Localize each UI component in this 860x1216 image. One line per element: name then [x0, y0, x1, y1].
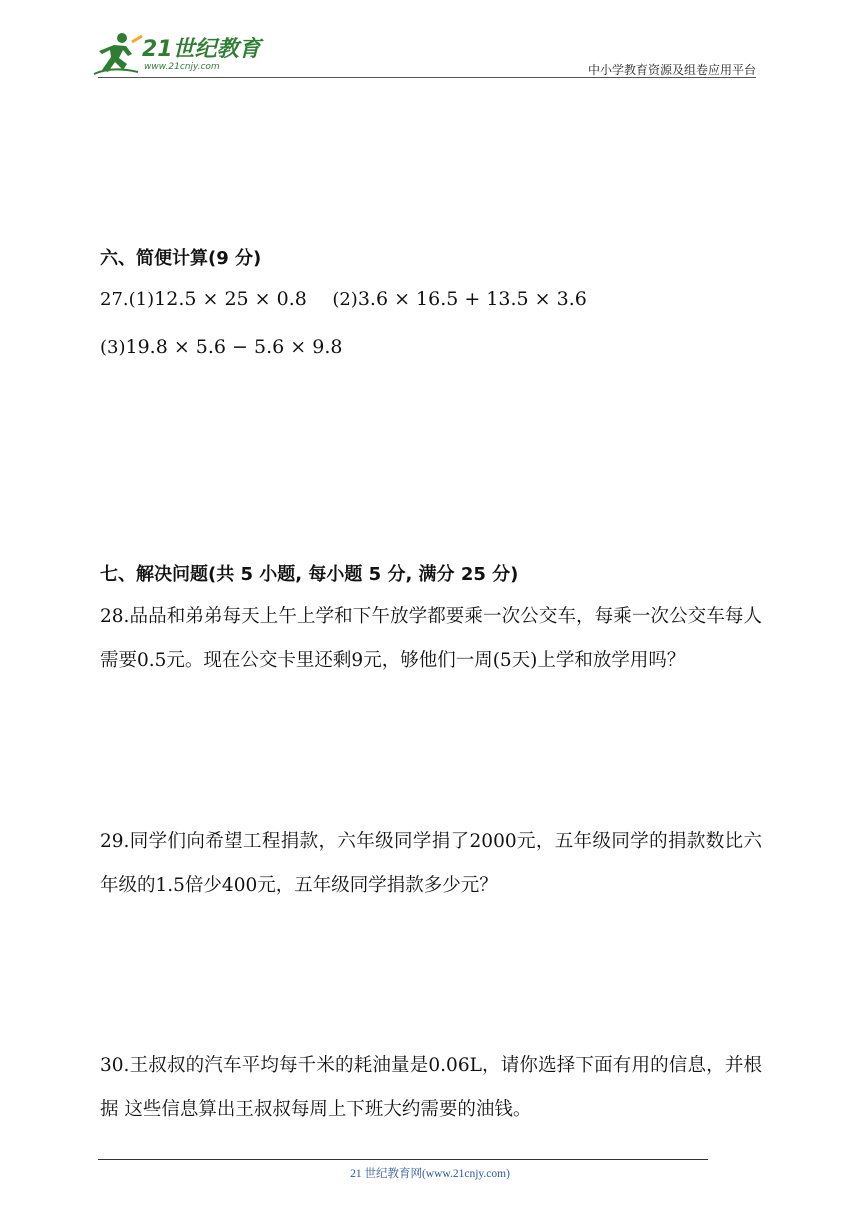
- question-28: 28.品品和弟弟每天上午上学和下午放学都要乘一次公交车，每乘一次公交车每人需要0.5元。现在公交卡里还剩9元，够他们一周(5天)上学和放学用吗？: [100, 606, 762, 671]
- question-29: 29.同学们向希望工程捐款，六年级同学捐了2000元，五年级同学的捐款数比六年级的1.5倍少400元，五年级同学捐款多少元？: [100, 831, 762, 896]
- platform-name: 中小学教育资源及组卷应用平台: [587, 63, 756, 77]
- q27-part3-label: (3): [100, 337, 126, 358]
- question-27-line-1: [100, 288, 587, 310]
- question-30: 30.王叔叔的汽车平均每千米的耗油量是0.06L，请你选择下面有用的信息，并根据 这些信息算出王叔叔每周上下班大约需要的油钱。: [100, 1055, 762, 1120]
- logo-text: 21世纪教育: [142, 37, 261, 62]
- logo-url: www.21cnjy.com: [144, 62, 220, 72]
- q27-part1-label: (1): [128, 289, 155, 310]
- q27-part1-expression: 12.5 × 25 × 0.8: [154, 288, 307, 310]
- footer-text: 21 世纪教育网(www.21cnjy.com): [350, 1168, 510, 1180]
- running-figure-logo-icon: [92, 30, 144, 78]
- question-27-number: 27.: [100, 289, 129, 310]
- site-logo: [92, 30, 262, 80]
- q27-part2-expression: 3.6 × 16.5 + 13.5 × 3.6: [357, 288, 587, 310]
- q27-part3-expression: 19.8 × 5.6 − 5.6 × 9.8: [125, 336, 343, 358]
- q27-part2-label: (2): [332, 289, 358, 310]
- section-seven-title: 七、解决问题(共 5 小题, 每小题 5 分, 满分 25 分): [100, 564, 519, 585]
- section-six-title: 六、简便计算(9 分): [100, 248, 262, 269]
- header-divider: [98, 77, 756, 78]
- footer-divider: [98, 1159, 708, 1160]
- question-27-line-2: [100, 336, 342, 358]
